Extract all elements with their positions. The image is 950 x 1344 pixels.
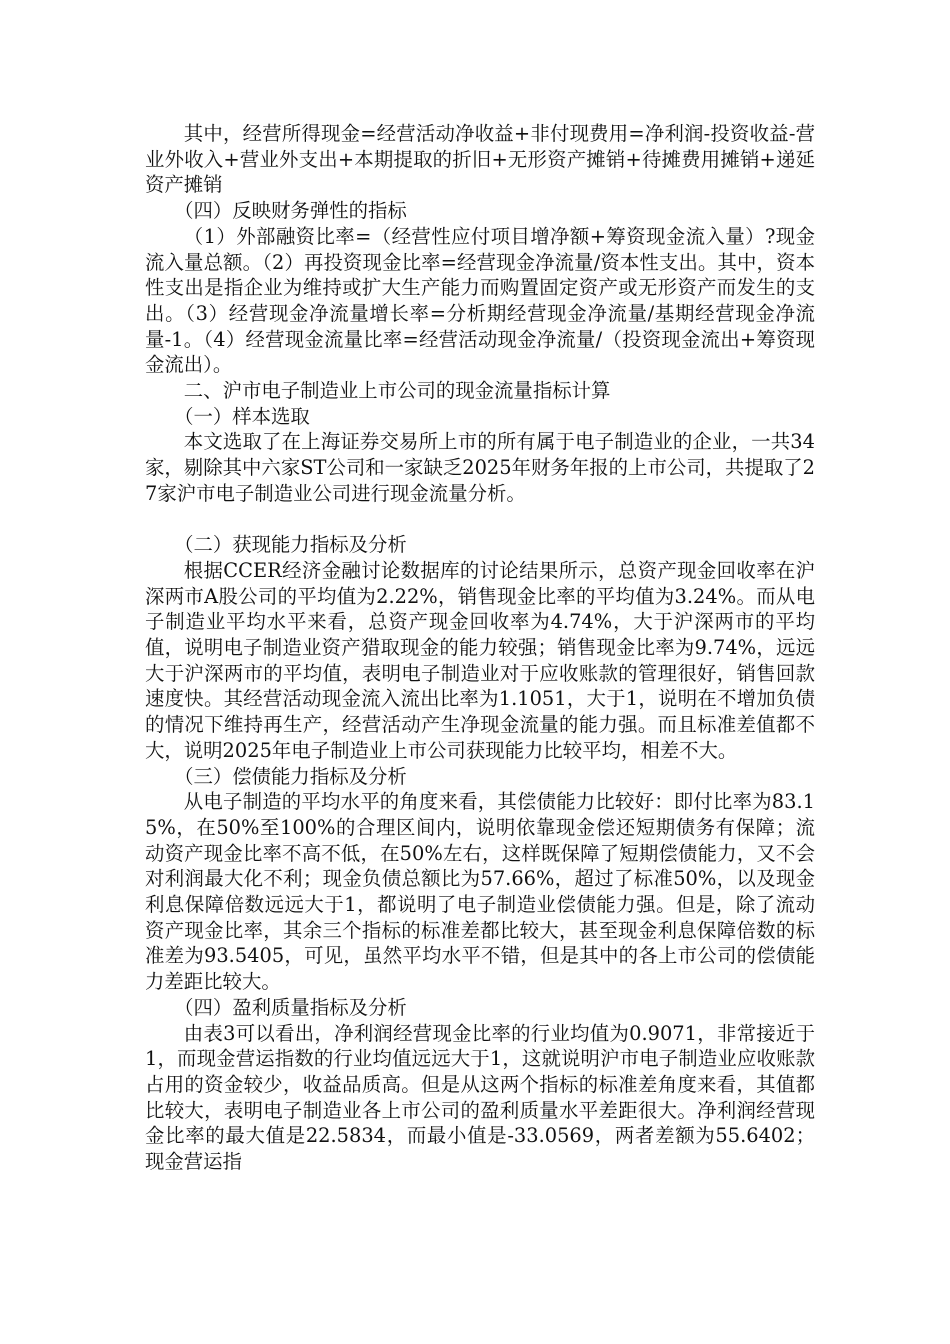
paragraph-flexibility-ratios: （1）外部融资比率=（经营性应付项目增净额+筹资现金流入量）?现金流入量总额。（2）再投资现金比率=经营现金净流量/资本性支出。其中，资本性支出是指企业为维持或扩大生产能力而购置固定资产或无形资产而发生的支出。（3）经营现金净流量增长率=分析期经营现金净流量/基期经营现金净流量-1。（4）经营现金流量比率=经营活动现金净流量/（投资现金流出+筹资现金流出）。: [145, 224, 815, 377]
paragraph-spacer: [145, 507, 815, 533]
heading-solvency: （三）偿债能力指标及分析: [174, 764, 407, 788]
paragraph-sample-selection: 本文选取了在上海证券交易所上市的所有属于电子制造业的企业，一共34家，剔除其中六家ST公司和一家缺乏2025年财务年报的上市公司，共提取了27家沪市电子制造业公司进行现金流量分析。: [145, 430, 815, 505]
heading-financial-flexibility: （四）反映财务弹性的指标: [174, 199, 407, 223]
heading-sample-selection: （一）样本选取: [174, 404, 310, 428]
heading-section-two: 二、沪市电子制造业上市公司的现金流量指标计算: [183, 379, 611, 403]
heading-cash-acquisition: （二）获现能力指标及分析: [174, 533, 407, 557]
paragraph-cash-acquisition: 根据CCER经济金融讨论数据库的讨论结果所示，总资产现金回收率在沪深两市A股公司的平均值为2.22%，销售现金比率的平均值为3.24%。而从电子制造业平均水平来看，总资产现金回收率为4.74%，大于沪深两市的平均值，说明电子制造业资产猎取现金的能力较强；销售现金比率为9.74%，远远大于沪深两市的平均值，表明电子制造业对于应收账款的管理很好，销售回款速度快。其经营活动现金流入流出比率为1.1051，大于1，说明在不增加负债的情况下维持再生产，经营活动产生净现金流量的能力强。而且标准差值都不大，说明2025年电子制造业上市公司获现能力比较平均，相差不大。: [145, 558, 815, 762]
paragraph-earnings-quality: 由表3可以看出，净利润经营现金比率的行业均值为0.9071，非常接近于1，而现金营运指数的行业均值远远大于1，这就说明沪市电子制造业应收账款占用的资金较少，收益品质高。但是从这两个指标的标准差角度来看，其值都比较大，表明电子制造业各上市公司的盈利质量水平差距很大。净利润经营现金比率的最大值是22.5834，而最小值是-33.0569，两者差额为55.6402；现金营运指: [145, 1021, 815, 1174]
paragraph-operating-cash: 其中，经营所得现金=经营活动净收益+非付现费用=净利润-投资收益-营业外收入+营业外支出+本期提取的折旧+无形资产摊销+待摊费用摊销+递延资产摊销: [145, 122, 815, 197]
heading-earnings-quality: （四）盈利质量指标及分析: [174, 995, 407, 1019]
paragraph-solvency: 从电子制造的平均水平的角度来看，其偿债能力比较好：即付比率为83.15%，在50%至100%的合理区间内，说明依靠现金偿还短期债务有保障；流动资产现金比率不高不低，在50%左右，这样既保障了短期偿债能力，又不会对利润最大化不利；现金负债总额比为57.66%，超过了标准50%，以及现金利息保障倍数远远大于1，都说明了电子制造业偿债能力强。但是，除了流动资产现金比率，其余三个指标的标准差都比较大，甚至现金利息保障倍数的标准差为93.5405，可见，虽然平均水平不错，但是其中的各上市公司的偿债能力差距比较大。: [145, 790, 815, 994]
document-body: [145, 121, 815, 1175]
